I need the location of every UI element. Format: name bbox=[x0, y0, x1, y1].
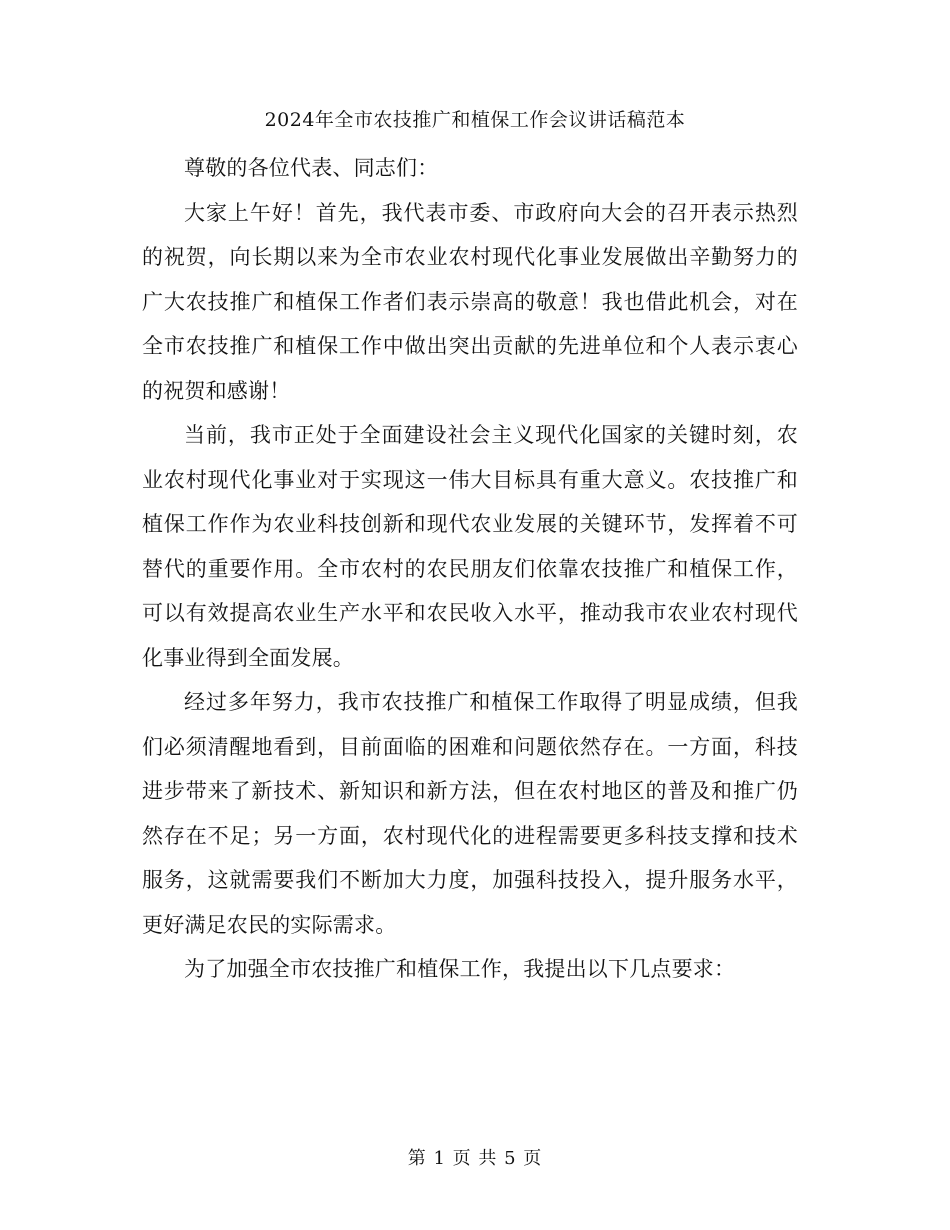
paragraph-current-situation: 当前，我市正处于全面建设社会主义现代化国家的关键时刻，农业农村现代化事业对于实现这一伟大目标具有重大意义。农技推广和植保工作作为农业科技创新和现代农业发展的关键环节，发挥着不可替代的重要作用。全市农村的农民朋友们依靠农技推广和植保工作，可以有效提高农业生产水平和农民收入水平，推动我市农业农村现代化事业得到全面发展。 bbox=[142, 423, 798, 670]
paragraph-salutation: 尊敬的各位代表、同志们： bbox=[184, 156, 439, 180]
document-body bbox=[142, 146, 798, 992]
page-number-footer: 第 1 页 共 5 页 bbox=[407, 1148, 543, 1169]
document-title: 2024年全市农技推广和植保工作会议讲话稿范本 bbox=[264, 109, 686, 131]
paragraph-greeting: 大家上午好！首先，我代表市委、市政府向大会的召开表示热烈的祝贺，向长期以来为全市农业农村现代化事业发展做出辛勤努力的广大农技推广和植保工作者们表示崇高的敬意！我也借此机会，对在全市农技推广和植保工作中做出突出贡献的先进单位和个人表示衷心的祝贺和感谢！ bbox=[142, 200, 798, 403]
paragraph-achievements-problems: 经过多年努力，我市农技推广和植保工作取得了明显成绩，但我们必须清醒地看到，目前面临的困难和问题依然存在。一方面，科技进步带来了新技术、新知识和新方法，但在农村地区的普及和推广仍然存在不足；另一方面，农村现代化的进程需要更多科技支撑和技术服务，这就需要我们不断加大力度，加强科技投入，提升服务水平，更好满足农民的实际需求。 bbox=[142, 690, 798, 937]
paragraph-requirements-intro: 为了加强全市农技推广和植保工作，我提出以下几点要求： bbox=[184, 957, 736, 981]
